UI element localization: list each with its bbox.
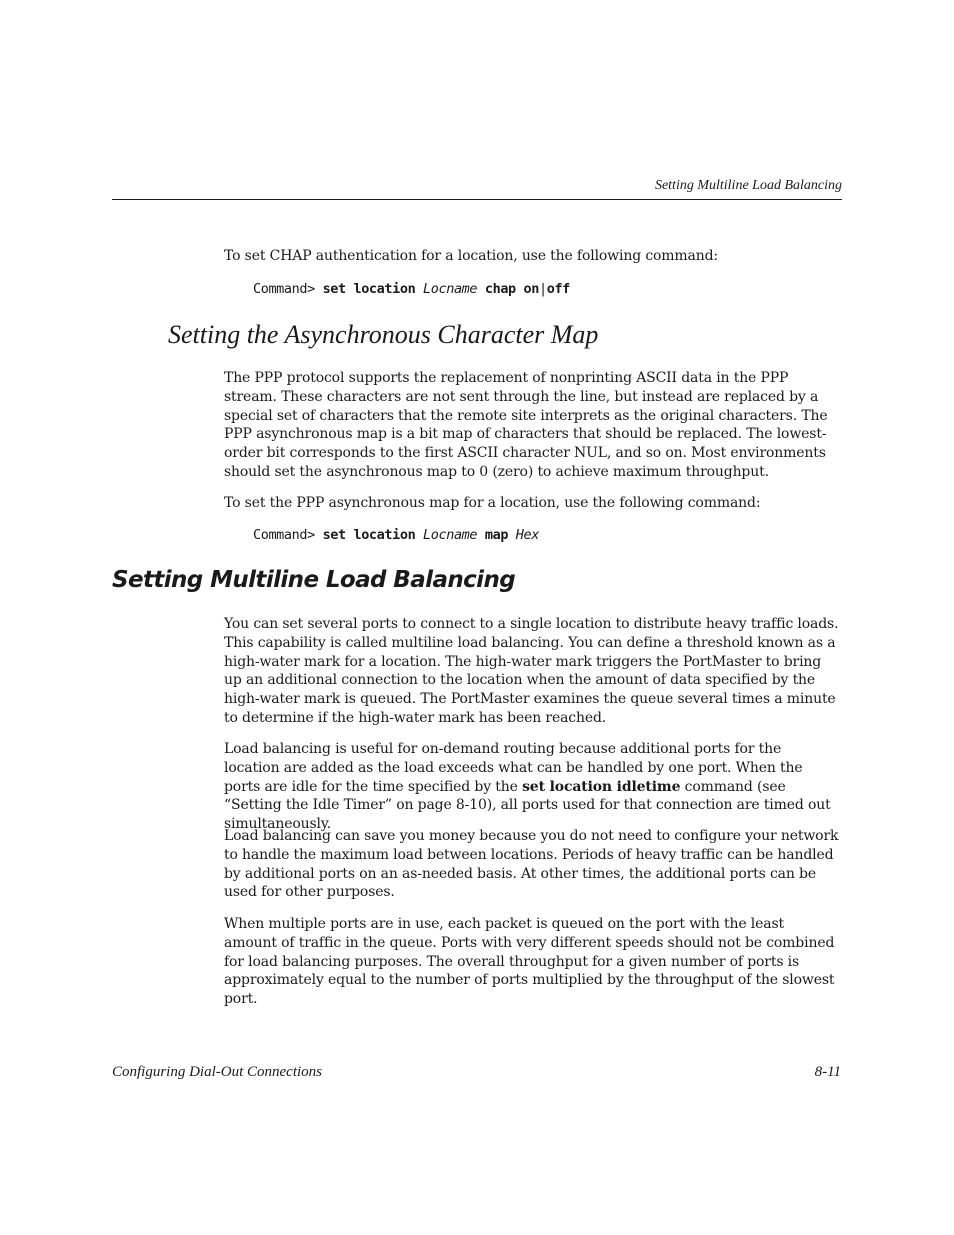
command-arg: Locname (423, 281, 478, 297)
map-command (253, 527, 539, 543)
command-prompt: Command> (253, 281, 315, 297)
chap-intro-text: To set CHAP authentication for a location, use the following command: (224, 248, 718, 264)
multiline-paragraph-1: You can set several ports to connect to a single location to distribute heavy traffic loads. This capability is called multiline load balancing. You can define a threshold known as a high-water mark for a location. The high-water mark triggers the PortMaster to bring up an additional connection to the location when the amount of data specified by the high-water mark is queued. The PortMaster examines the queue several times a minute to determine if the high-water mark has been reached. (224, 616, 839, 726)
header-rule (112, 199, 842, 200)
running-header: Setting Multiline Load Balancing (654, 178, 842, 193)
chap-command (253, 281, 570, 297)
async-map-heading: Setting the Asynchronous Character Map (168, 320, 599, 349)
multiline-paragraph-3: Load balancing can save you money because you do not need to configure your network to handle the maximum load between locations. Periods of heavy traffic can be handled by additional ports on an as-needed basis. At other times, the additional ports can be used for other purposes. (224, 828, 839, 901)
command-option2: off (546, 281, 570, 297)
command-option: map (484, 527, 509, 543)
command-separator: | (538, 281, 547, 297)
async-paragraph-2: To set the PPP asynchronous map for a location, use the following command: (224, 495, 761, 511)
command-option: chap on (484, 281, 539, 297)
multiline-paragraph-2 (224, 740, 840, 834)
multiline-heading: Setting Multiline Load Balancing (112, 567, 516, 593)
async-paragraph-1: The PPP protocol supports the replacement of nonprinting ASCII data in the PPP stream. These characters are not sent through the line, but instead are replaced by a special set of characters that the remote site interprets as the original characters. The PPP asynchronous map is a bit map of characters that should be replaced. The lowest-order bit corresponds to the first ASCII character NUL, and so on. Most environments should set the asynchronous map to 0 (zero) to achieve maximum throughput. (224, 370, 828, 480)
idletime-command: set location idletime (522, 778, 681, 795)
footer-chapter-title: Configuring Dial-Out Connections (112, 1064, 322, 1080)
command-arg: Locname (423, 527, 478, 543)
multiline-paragraph-4: When multiple ports are in use, each packet is queued on the port with the least amount of traffic in the queue. Ports with very different speeds should not be combined for load balancing purposes. The overall throughput for a given number of ports is approximately equal to the number of ports multiplied by the throughput of the slowest port. (224, 916, 835, 1008)
command-keyword: set location (322, 281, 416, 297)
paragraph-text: command (see “Setting the Idle Timer” on page 8-10), all ports used for that connection are timed out simultaneously. (224, 778, 831, 833)
command-prompt: Command> (253, 527, 315, 543)
page-number: 8-11 (814, 1064, 841, 1080)
command-value: Hex (515, 527, 539, 543)
paragraph-text: Load balancing is useful for on-demand routing because additional ports for the location are added as the load exceeds what can be handled by one port. When the ports are idle for the time specified by the (224, 741, 803, 795)
command-keyword: set location (322, 527, 416, 543)
